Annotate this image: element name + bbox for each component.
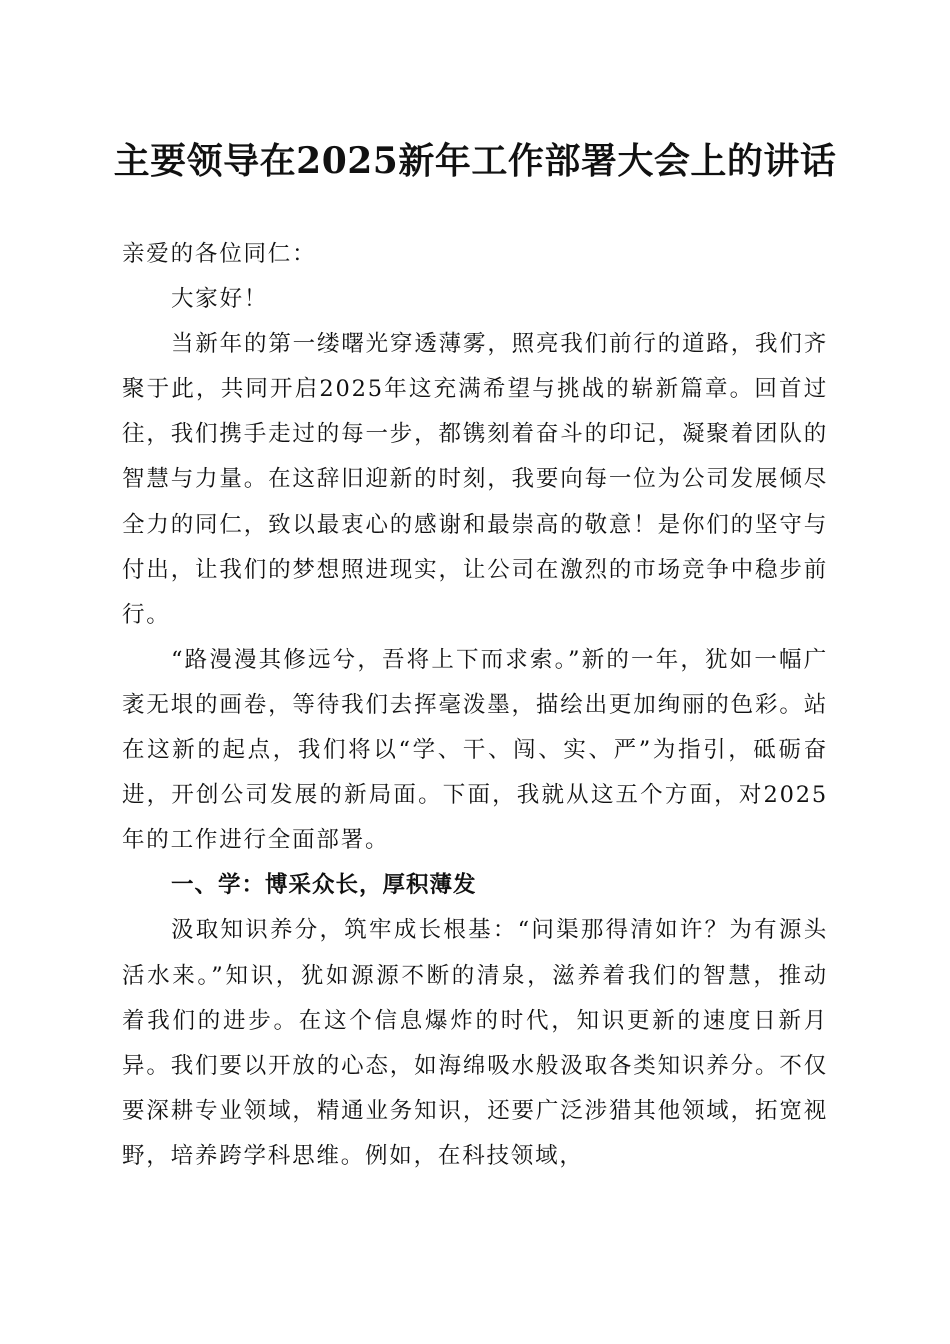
section-paragraph: 汲取知识养分，筑牢成长根基：“问渠那得清如许？为有源头活水来。”知识，犹如源源不断的清泉，滋养着我们的智慧，推动着我们的进步。在这个信息爆炸的时代，知识更新的速度日新月异。我们要以开放的心态，如海绵吸水般汲取各类知识养分。不仅要深耕专业领域，精通业务知识，还要广泛涉猎其他领域，拓宽视野，培养跨学科思维。例如，在科技领域，	[122, 917, 828, 1169]
salutation: 亲爱的各位同仁：	[122, 241, 317, 267]
paragraph-opening: 当新年的第一缕曙光穿透薄雾，照亮我们前行的道路，我们齐聚于此，共同开启2025年这充满希望与挑战的崭新篇章。回首过往，我们携手走过的每一步，都镌刻着奋斗的印记，凝聚着团队的智慧与力量。在这辞旧迎新的时刻，我要向每一位为公司发展倾尽全力的同仁，致以最衷心的感谢和最崇高的敬意！是你们的坚守与付出，让我们的梦想照进现实，让公司在激烈的市场竞争中稳步前行。	[122, 331, 828, 628]
greeting: 大家好！	[171, 286, 269, 313]
document-title: 主要领导在2025新年工作部署大会上的讲话	[113, 140, 837, 182]
paragraph-deployment: “路漫漫其修远兮，吾将上下而求索。”新的一年，犹如一幅广袤无垠的画卷，等待我们去挥毫泼墨，描绘出更加绚丽的色彩。站在这新的起点，我们将以“学、干、闯、实、严”为指引，砥砺奋进，开创公司发展的新局面。下面，我就从这五个方面，对2025年的工作进行全面部署。	[122, 646, 828, 854]
section-heading: 一、学：博采众长，厚积薄发	[171, 872, 477, 899]
document-body	[122, 232, 828, 1179]
